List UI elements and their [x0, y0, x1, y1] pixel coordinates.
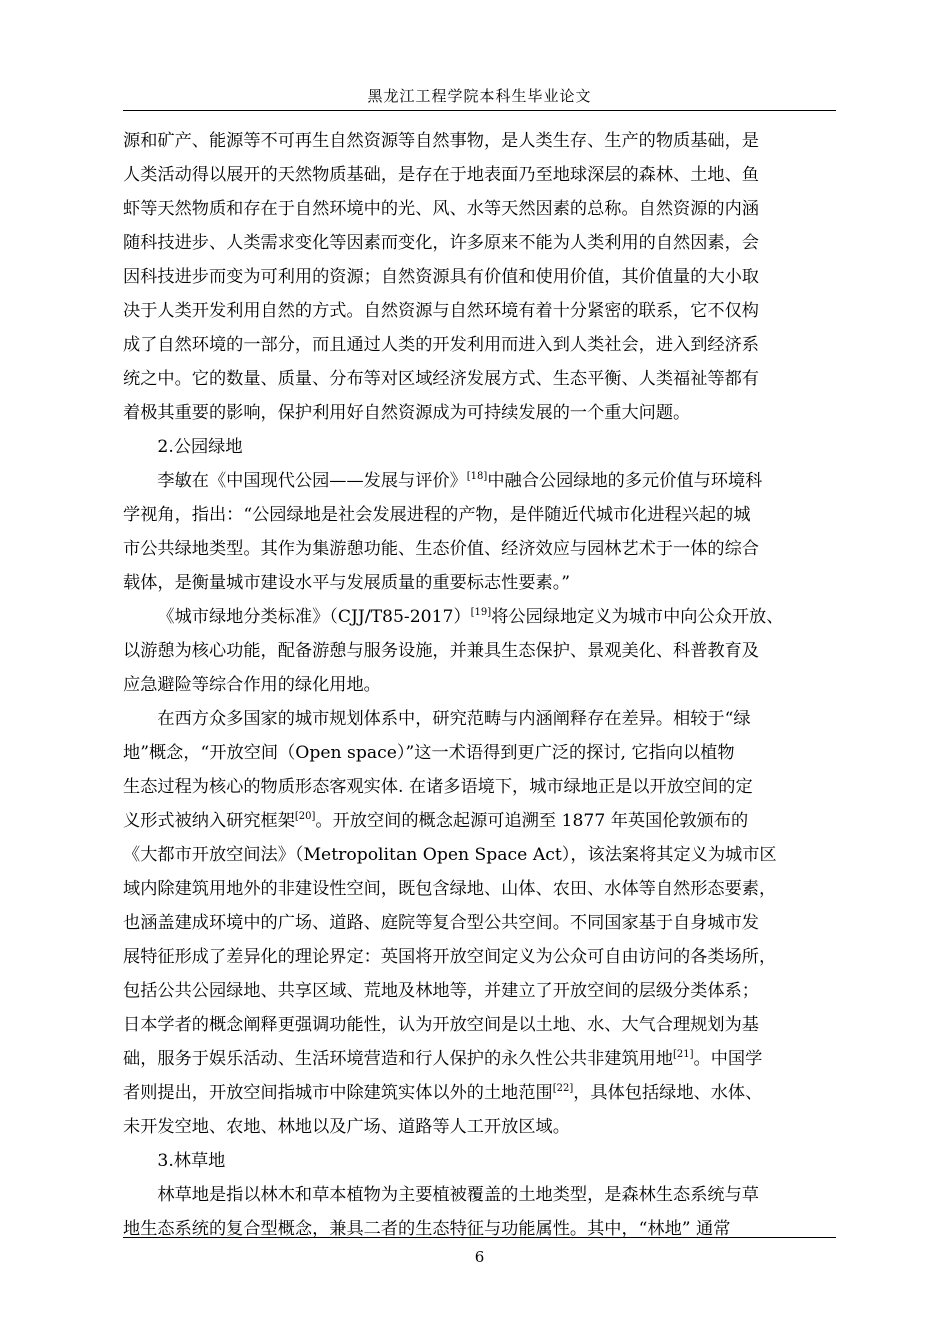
citation-ref: [19] [470, 607, 492, 618]
text-line: 域内除建筑用地外的非建设性空间，既包含绿地、山体、农田、水体等自然形态要素， [123, 879, 777, 899]
text-line: 日本学者的概念阐释更强调功能性，认为开放空间是以土地、水、大气合理规划为基 [123, 1015, 759, 1035]
paragraph-natural-resources [123, 124, 836, 430]
text-segment: ，具体包括绿地、水体、 [573, 1083, 763, 1103]
text-line: 学视角，指出：“公园绿地是社会发展进程的产物，是伴随近代城市化进程兴起的城 [123, 505, 751, 525]
text-line: 也涵盖建成环境中的广场、道路、庭院等复合型公共空间。不同国家基于自身城市发 [123, 913, 759, 933]
text-line: 未开发空地、农地、林地以及广场、道路等人工开放区域。 [123, 1117, 570, 1137]
text-line: 人类活动得以展开的天然物质基础，是存在于地表面乃至地球深层的森林、土地、鱼 [123, 165, 759, 185]
text-line: 展特征形成了差异化的理论界定：英国将开放空间定义为公众可自由访问的各类场所， [123, 947, 777, 967]
text-line: 决于人类开发利用自然的方式。自然资源与自然环境有着十分紧密的联系，它不仅构 [123, 301, 759, 321]
citation-ref: [22] [552, 1083, 574, 1094]
citation-ref: [18] [466, 471, 488, 482]
page-body [123, 124, 836, 1246]
citation-ref: [21] [673, 1049, 694, 1060]
text-segment: 。中国学 [693, 1049, 763, 1069]
text-line: 以游憩为核心功能，配备游憩与服务设施，并兼具生态保护、景观美化、科普教育及 [123, 641, 759, 661]
section-heading-forest-grassland: 3.林草地 [157, 1151, 226, 1171]
text-line: 林草地是指以林木和草本植物为主要植被覆盖的土地类型，是森林生态系统与草 [157, 1185, 759, 1205]
text-line: 统之中。它的数量、质量、分布等对区域经济发展方式、生态平衡、人类福祉等都有 [123, 369, 759, 389]
text-segment: 中融合公园绿地的多元价值与环境科 [487, 471, 763, 491]
text-segment: 将公园绿地定义为城市中向公众开放、 [491, 607, 784, 627]
text-line [123, 600, 836, 634]
text-line [123, 804, 836, 838]
text-line: 市公共绿地类型。其作为集游憩功能、生态价值、经济效应与园林艺术于一体的综合 [123, 539, 759, 559]
running-header: 黑龙江工程学院本科生毕业论文 [367, 87, 592, 105]
footer-rule [123, 1237, 836, 1238]
text-segment: 者则提出，开放空间指城市中除建筑实体以外的土地范围 [123, 1083, 553, 1103]
paragraph-park-definition [123, 464, 836, 600]
text-segment: 李敏在《中国现代公园——发展与评价》 [157, 471, 467, 491]
page-number: 6 [474, 1248, 485, 1266]
text-segment: 。开放空间的概念起源可追溯至 1877 年英国伦敦颁布的 [315, 811, 749, 831]
paragraph-open-space [123, 702, 836, 1144]
section-heading-park-green-space: 2.公园绿地 [157, 437, 243, 457]
text-line: 《大都市开放空间法》（Metropolitan Open Space Act），该法案将其定义为城市区 [123, 845, 777, 865]
text-line: 在西方众多国家的城市规划体系中，研究范畴与内涵阐释存在差异。相较于“绿 [157, 709, 751, 729]
text-line: 因科技进步而变为可利用的资源；自然资源具有价值和使用价值，其价值量的大小取 [123, 267, 759, 287]
citation-ref: [20] [294, 811, 316, 822]
text-line: 着极其重要的影响，保护利用好自然资源成为可持续发展的一个重大问题。 [123, 403, 691, 423]
paragraph-classification-standard [123, 600, 836, 702]
text-line: 随科技进步、人类需求变化等因素而变化，许多原来不能为人类利用的自然因素，会 [123, 233, 759, 253]
text-line: 源和矿产、能源等不可再生自然资源等自然事物，是人类生存、生产的物质基础，是 [123, 131, 759, 151]
text-line [123, 1076, 836, 1110]
text-line [123, 464, 836, 498]
text-line: 虾等天然物质和存在于自然环境中的光、风、水等天然因素的总称。自然资源的内涵 [123, 199, 759, 219]
header-rule [123, 110, 836, 111]
text-line: 包括公共公园绿地、共享区域、荒地及林地等，并建立了开放空间的层级分类体系； [123, 981, 759, 1001]
text-line: 应急避险等综合作用的绿化用地。 [123, 675, 381, 695]
text-line: 地”概念，“开放空间（Open space）”这一术语得到更广泛的探讨, 它指向以植物 [123, 743, 735, 763]
text-line: 生态过程为核心的物质形态客观实体. 在诸多语境下，城市绿地正是以开放空间的定 [123, 777, 753, 797]
text-segment: 础，服务于娱乐活动、生活环境营造和行人保护的永久性公共非建筑用地 [123, 1049, 674, 1069]
paragraph-forest-grassland [123, 1178, 836, 1246]
text-line: 成了自然环境的一部分，而且通过人类的开发利用而进入到人类社会，进入到经济系 [123, 335, 759, 355]
text-line: 载体，是衡量城市建设水平与发展质量的重要标志性要素。” [123, 573, 571, 593]
text-segment: 义形式被纳入研究框架 [123, 811, 295, 831]
text-line: 地生态系统的复合型概念，兼具二者的生态特征与功能属性。其中，“林地” 通常 [123, 1219, 731, 1239]
text-segment: 《城市绿地分类标准》（CJJ/T85-2017） [157, 607, 471, 627]
text-line [123, 1042, 836, 1076]
